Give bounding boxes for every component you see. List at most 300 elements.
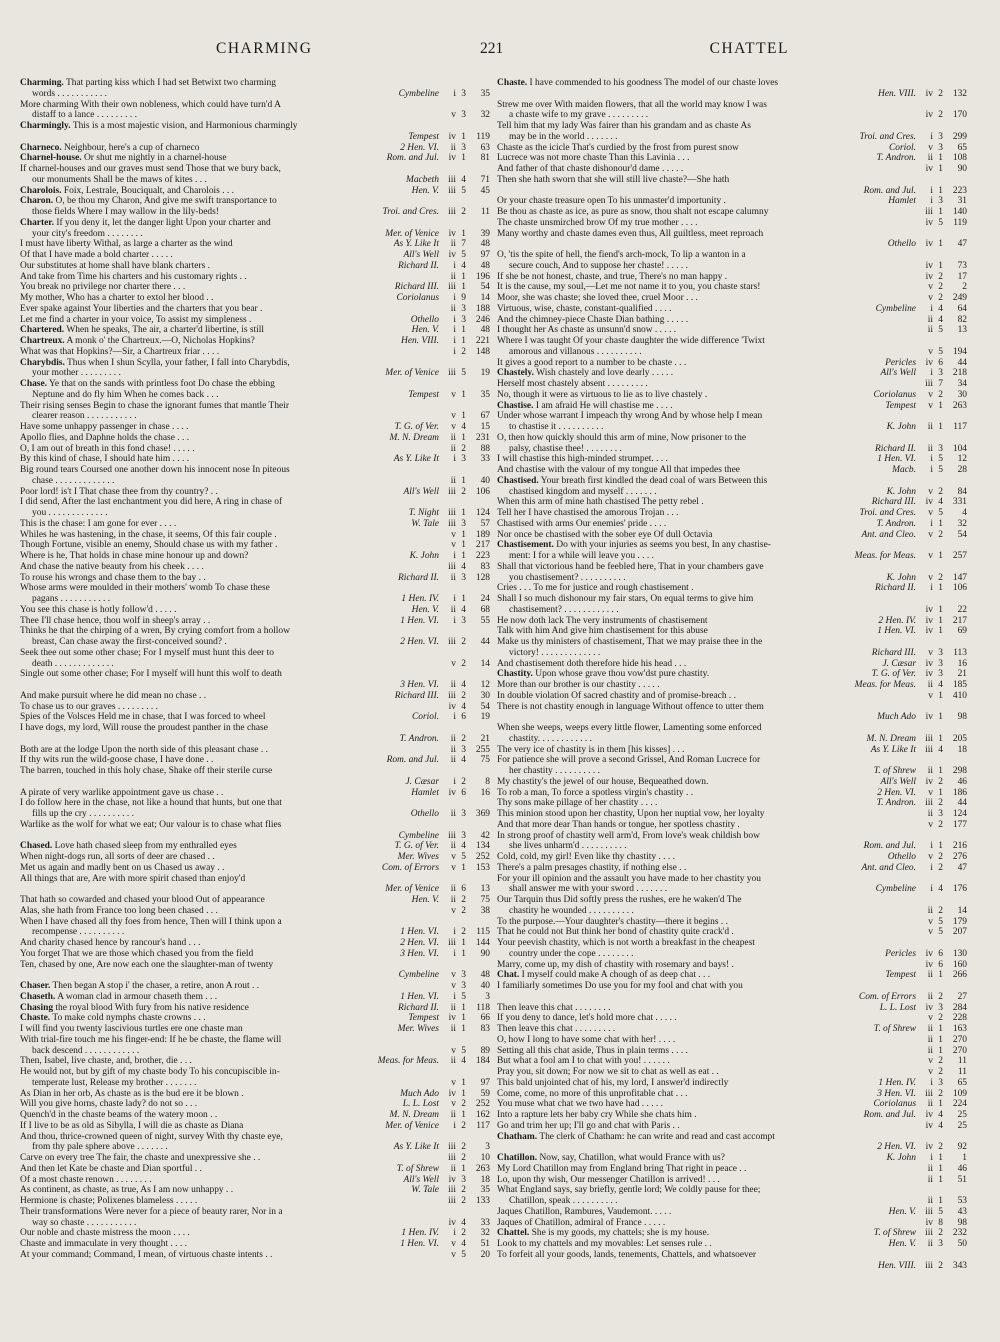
entry-line: [497, 207, 967, 218]
quotation: My mother, Who has a charter to extol her blood . .: [20, 293, 214, 303]
scene-number: 1: [938, 260, 943, 271]
entry-line: [497, 132, 967, 143]
line-number: 30: [480, 690, 490, 701]
act-number: iii: [925, 1088, 933, 1099]
entry-line: [497, 121, 967, 132]
quotation: Wish chastely and love dearly . . . . .: [536, 368, 674, 379]
quotation: Where is he, That holds in chase mine honour up and down?: [20, 551, 249, 561]
line-number: 170: [952, 110, 967, 121]
citation: [877, 1089, 967, 1100]
citation: [387, 755, 490, 766]
citation: [439, 540, 490, 551]
act-number: iii: [925, 379, 933, 389]
quotation: breast, Can chase away the first-conceived sound? .: [32, 637, 227, 647]
entry-text: [497, 1003, 876, 1014]
scene-number: 1: [461, 131, 466, 142]
line-number: 263: [475, 1163, 490, 1174]
act-number: v: [928, 819, 933, 830]
line-number: 163: [952, 1024, 967, 1034]
citation: [412, 712, 490, 723]
act-number: iii: [448, 1142, 456, 1153]
scene-number: 8: [938, 1217, 943, 1228]
entry-line: [497, 583, 967, 594]
quotation: To make cold nymphs chaste crowns . . .: [52, 1013, 206, 1024]
entry-line: [497, 798, 967, 809]
play-title: Richard II.: [874, 443, 916, 454]
quotation: Our Tarquin thus Did softly press the rushes, ere he waken'd The: [497, 895, 742, 905]
citation: [401, 336, 490, 347]
play-title: Tempest: [885, 400, 916, 411]
scene-number: 4: [938, 680, 943, 690]
scene-number: 5: [938, 916, 943, 927]
entry-line: [497, 422, 967, 433]
scene-number: 9: [461, 293, 466, 303]
entry-line: [20, 1207, 490, 1218]
citation: [916, 960, 967, 971]
act-number: i: [453, 336, 456, 346]
citation: [877, 153, 967, 164]
citation: [916, 272, 967, 283]
entry-text: [497, 1175, 912, 1186]
line-number: 35: [480, 1185, 490, 1196]
citation: [916, 1164, 967, 1175]
act-number: i: [453, 1120, 456, 1131]
entry-text: [497, 616, 874, 627]
citation: [394, 1142, 490, 1153]
play-title: Troi. and Cres.: [859, 508, 916, 518]
citation: [885, 358, 967, 369]
entry-line: [20, 239, 490, 250]
entry-text: [20, 1164, 393, 1175]
quotation: There's a palm presages chastity, if nothing else . .: [497, 862, 687, 873]
play-title: 2 Hen. VI.: [400, 637, 439, 647]
quotation: Love hath chased sleep from my enthralled eyes: [54, 841, 237, 852]
play-title: All's Well: [403, 250, 439, 260]
citation: [385, 229, 490, 240]
entry-text: [497, 659, 878, 670]
act-number: i: [930, 185, 933, 196]
scene-number: 2: [938, 529, 943, 540]
citation: [439, 110, 490, 121]
quotation: I have commended to his goodness The model of our chaste loves: [529, 78, 779, 88]
entry-text: [32, 207, 379, 218]
quotation: You muse what chat we two have had . . . . .: [497, 1099, 664, 1110]
scene-number: 1: [938, 207, 943, 217]
act-number: iii: [925, 1228, 933, 1239]
entry-text: [20, 573, 394, 584]
entry-line: [20, 358, 490, 369]
scene-number: 2: [938, 572, 943, 583]
citation: [412, 325, 490, 336]
act-number: iv: [448, 131, 456, 142]
quotation: Of a most chaste renown . . . . . . . .: [20, 1174, 152, 1185]
entry-line: [20, 411, 490, 422]
entry-text: [20, 1196, 435, 1207]
citation: [406, 175, 490, 186]
entry-text: [497, 315, 912, 326]
entry-line: [497, 476, 967, 487]
entry-line: [20, 153, 490, 164]
line-number: 81: [480, 153, 490, 164]
entry-text: [20, 1153, 435, 1164]
act-number: iv: [925, 239, 933, 250]
entry-text: [497, 1121, 912, 1132]
entry-line: [20, 831, 490, 842]
act-number: ii: [450, 680, 456, 690]
entry-line: [497, 659, 967, 670]
quotation: This bald unjointed chat of his, my lord, I answer'd indirectly: [497, 1077, 729, 1088]
scene-number: 2: [938, 1260, 943, 1271]
entry-line: [497, 261, 967, 272]
act-number: v: [928, 282, 933, 293]
entry-line: [20, 884, 490, 895]
quotation: Under whose warrant I impeach thy wrong And by whose help I mean: [497, 411, 763, 422]
act-number: iv: [448, 1013, 456, 1024]
scene-number: 1: [461, 336, 466, 346]
entry-text: [497, 970, 881, 981]
scene-number: 2: [461, 1153, 466, 1163]
line-number: 63: [480, 142, 490, 153]
entry-line: [497, 497, 967, 508]
entry-line: [497, 282, 967, 293]
quotation: Setting all this chat aside, Thus in plain terms . . . .: [497, 1045, 688, 1056]
line-number: 144: [475, 938, 490, 948]
line-number: 255: [475, 744, 490, 755]
line-number: 75: [480, 895, 490, 905]
entry-line: [497, 218, 967, 229]
quotation: When she weeps, weeps every little flower, Lamenting some enforced: [497, 723, 762, 733]
entry-text: [32, 110, 435, 121]
line-number: 160: [952, 959, 967, 970]
play-title: All's Well: [403, 1174, 439, 1185]
act-number: iii: [925, 744, 933, 755]
scene-number: 2: [938, 1056, 943, 1067]
play-title: Richard II.: [397, 1002, 439, 1013]
line-number: 252: [475, 1099, 490, 1110]
quotation: There is not chastity enough in language Without offence to utter them: [497, 701, 764, 712]
quotation: Cold, cold, my girl! Even like thy chastity . . . .: [497, 852, 675, 862]
act-number: i: [453, 293, 456, 303]
citation: [916, 347, 967, 358]
entry-text: [20, 186, 408, 197]
scene-number: 3: [938, 658, 943, 669]
quotation: ment: I for a while will leave you . . . .: [509, 551, 654, 561]
play-title: T. of Shrew: [873, 1228, 916, 1239]
act-number: iii: [448, 282, 456, 293]
scene-number: 3: [461, 744, 466, 755]
entry-text: [20, 1121, 381, 1132]
entry-text: [20, 497, 490, 508]
quotation: To forfeit all your goods, lands, tenements, Chattels, and whatsoever: [497, 1249, 757, 1260]
line-number: 17: [957, 271, 967, 282]
play-title: Tempest: [408, 389, 439, 400]
quotation: Poor lord! is't I That chase thee from thy country? . .: [20, 486, 218, 497]
line-number: 266: [952, 970, 967, 981]
citation: [874, 1228, 967, 1239]
entry-text: [20, 401, 490, 412]
entry-line: [497, 777, 967, 788]
act-number: i: [453, 712, 456, 723]
act-number: v: [928, 400, 933, 411]
line-number: 97: [480, 1077, 490, 1088]
quotation: It gives a good report to a number to be chaste . . .: [497, 357, 687, 368]
entry-line: [20, 1121, 490, 1132]
line-number: 66: [480, 1013, 490, 1024]
scene-number: 4: [461, 755, 466, 766]
quotation: Then began A stop i' the chaser, a retire, anon A rout . .: [52, 981, 260, 991]
entry-text: [20, 1207, 490, 1218]
scene-number: 1: [938, 626, 943, 637]
quotation: Thinks he that the chirping of a wren, By crying comfort from a hollow: [20, 626, 290, 637]
headword: Chased.: [20, 841, 53, 852]
quotation: her chastity . . . . . . . . . .: [509, 766, 600, 776]
entry-line: [20, 1153, 490, 1164]
quotation: chastisement? . . . . . . . . . . . .: [509, 604, 619, 615]
scene-number: 4: [461, 260, 466, 271]
scene-number: 3: [461, 518, 466, 529]
play-title: All's Well: [880, 368, 916, 379]
line-number: 343: [952, 1260, 967, 1271]
line-number: 71: [480, 174, 490, 185]
headword: Charmingly.: [20, 121, 71, 131]
scene-number: 2: [938, 88, 943, 99]
entry-text: [20, 583, 490, 594]
entry-line: [20, 433, 490, 444]
scene-number: 5: [461, 852, 466, 862]
citation: [439, 1046, 490, 1057]
play-title: T. of Shrew: [873, 1024, 916, 1034]
citation: [400, 927, 490, 938]
citation: [889, 1239, 967, 1250]
entry-line: [497, 906, 967, 917]
entry-line: [20, 605, 490, 616]
headword: Charming.: [20, 78, 64, 88]
line-number: 44: [957, 798, 967, 809]
line-number: 177: [952, 819, 967, 830]
act-number: i: [930, 884, 933, 895]
entry-line: [20, 960, 490, 971]
quotation: chastity. . . . . . . . . . . .: [509, 733, 593, 744]
entry-line: [497, 1078, 967, 1089]
citation: [874, 1024, 967, 1035]
quotation: clearer reason . . . . . . . . . . .: [32, 411, 137, 422]
entry-text: [509, 132, 856, 143]
scene-number: 5: [938, 217, 943, 228]
citation: [439, 745, 490, 756]
scene-number: 1: [938, 583, 943, 594]
scene-number: 4: [938, 314, 943, 325]
entry-text: [497, 100, 967, 111]
entry-line: [20, 487, 490, 498]
entry-line: [20, 680, 490, 691]
scene-number: 1: [461, 1163, 466, 1174]
act-number: iv: [925, 776, 933, 787]
scene-number: 1: [938, 400, 943, 411]
quotation: chase . . . . . . . . . . . . .: [32, 475, 115, 486]
quotation: you chastisement? . . . . . . . . . .: [509, 572, 626, 583]
headword: Chaste.: [497, 78, 528, 88]
line-number: 13: [957, 325, 967, 336]
scene-number: 1: [938, 1196, 943, 1206]
entry-line: [497, 444, 967, 455]
citation: [410, 551, 490, 562]
quotation: The very ice of chastity is in them [his kisses] . . .: [497, 744, 685, 755]
act-number: iv: [448, 153, 456, 164]
entry-text: [497, 454, 873, 465]
entry-line: [20, 347, 490, 358]
quotation: By this kind of chase, I should hate him . . . .: [20, 454, 190, 465]
entry-line: [497, 1035, 967, 1046]
act-number: iii: [448, 637, 456, 647]
play-title: M. N. Dream: [389, 1110, 439, 1120]
citation: [916, 1218, 967, 1229]
entry-line: [20, 970, 490, 981]
citation: [867, 734, 967, 745]
play-title: Richard II.: [397, 260, 439, 271]
entry-text: [20, 422, 391, 433]
quotation: Let me find a charter in your voice, To assist my simpleness .: [20, 314, 252, 325]
entry-line: [497, 1099, 967, 1110]
citation: [885, 401, 967, 412]
scene-number: 1: [938, 1174, 943, 1185]
act-number: ii: [927, 970, 933, 981]
citation: [888, 196, 967, 207]
citation: [398, 1024, 490, 1035]
entry-line: [497, 970, 967, 981]
scene-number: 4: [938, 497, 943, 508]
act-number: iv: [448, 1088, 456, 1099]
quotation: pagans . . . . . . . . . . .: [32, 594, 111, 604]
scene-number: 6: [938, 959, 943, 970]
act-number: v: [928, 346, 933, 357]
scene-number: 4: [938, 884, 943, 895]
entry-line: [20, 562, 490, 573]
line-number: 27: [957, 991, 967, 1002]
play-title: Othello: [410, 314, 439, 325]
play-title: 2 Hen. VI.: [877, 1142, 916, 1153]
citation: [394, 239, 490, 250]
play-title: Cymbeline: [875, 303, 916, 314]
entry-text: [497, 272, 912, 283]
play-title: All's Well: [403, 486, 439, 497]
entry-text: [32, 390, 404, 401]
entry-text: [20, 551, 406, 562]
entry-text: [497, 401, 881, 412]
entry-line: [20, 444, 490, 455]
entry-text: [32, 508, 405, 519]
act-number: i: [453, 948, 456, 959]
entry-text: [20, 196, 490, 207]
entry-line: [497, 745, 967, 756]
entry-line: [497, 831, 967, 842]
entry-text: [20, 1024, 394, 1035]
line-number: 33: [480, 1217, 490, 1228]
quotation: Apollo flies, and Daphne holds the chase . . .: [20, 432, 190, 443]
entry-line: [497, 508, 967, 519]
play-title: 1 Hen. IV.: [878, 1077, 916, 1088]
entry-text: [497, 863, 857, 874]
quotation: He would not, but by gift of my chaste body To his concupiscible in-: [20, 1067, 280, 1077]
scene-number: 2: [461, 905, 466, 916]
scene-number: 1: [461, 1013, 466, 1024]
entry-line: [20, 325, 490, 336]
scene-number: 1: [461, 153, 466, 164]
entry-line: [497, 1218, 967, 1229]
play-title: Othello: [887, 239, 916, 250]
quotation: You forget That we are those which chased you from the field: [20, 948, 254, 959]
play-title: 3 Hen. VI.: [400, 680, 439, 690]
scene-number: 1: [461, 551, 466, 561]
act-number: i: [453, 325, 456, 336]
act-number: ii: [450, 841, 456, 852]
play-title: M. N. Dream: [389, 432, 439, 443]
entry-text: [497, 121, 967, 132]
line-number: 217: [475, 540, 490, 551]
act-number: iv: [448, 701, 456, 712]
act-number: v: [928, 142, 933, 153]
citation: [409, 508, 490, 519]
scene-number: 1: [938, 239, 943, 250]
scene-number: 3: [461, 454, 466, 465]
quotation: For your ill opinion and the assault you have made to her chastity you: [497, 873, 761, 884]
line-number: 106: [475, 486, 490, 497]
play-title: Com. of Errors: [381, 862, 439, 873]
scene-number: 2: [461, 443, 466, 454]
entry-text: [497, 304, 872, 315]
line-number: 224: [952, 1099, 967, 1110]
entry-text: [497, 702, 967, 713]
quotation: Our substitutes at home shall have blank charters .: [20, 260, 211, 271]
entry-text: [509, 906, 912, 917]
entry-line: [497, 551, 967, 562]
line-number: 54: [480, 701, 490, 712]
quotation: may be in the world . . . . . . .: [509, 131, 618, 142]
entry-text: [20, 282, 391, 293]
entry-text: [509, 605, 912, 616]
entry-line: [20, 863, 490, 874]
entry-text: [32, 411, 435, 422]
citation: [398, 1003, 490, 1014]
quotation: You break no privilege nor charter there . . .: [20, 282, 186, 293]
entry-line: [20, 261, 490, 272]
scene-number: 5: [938, 508, 943, 518]
line-number: 117: [476, 1120, 490, 1131]
quotation: When night-dogs run, all sorts of deer are chased . .: [20, 852, 215, 862]
act-number: v: [928, 486, 933, 497]
citation: [916, 820, 967, 831]
entry-text: [20, 691, 391, 702]
play-title: Coriol.: [411, 712, 439, 723]
act-number: iii: [448, 518, 456, 529]
act-number: ii: [450, 303, 456, 314]
act-number: v: [928, 690, 933, 701]
quotation: To rob a man, To force a spotless virgin's chastity . .: [497, 787, 694, 798]
entry-line: [20, 852, 490, 863]
citation: [916, 906, 967, 917]
entry-line: [20, 917, 490, 928]
quotation: A monk o' the Chartreux.—O, Nicholas Hopkins?: [66, 336, 255, 346]
quotation: back descend . . . . . . . . . . . .: [32, 1045, 140, 1056]
line-number: 65: [957, 1077, 967, 1088]
entry-text: [20, 336, 397, 347]
quotation: secure couch, And to suppose her chaste! . . . . .: [509, 260, 688, 271]
entry-line: [497, 143, 967, 154]
quotation: Jaques of Chatillon, admiral of France . . . . .: [497, 1217, 666, 1228]
citation: [439, 1078, 490, 1089]
line-number: 284: [952, 1002, 967, 1013]
scene-number: 3: [938, 443, 943, 454]
scene-number: 2: [461, 1196, 466, 1206]
